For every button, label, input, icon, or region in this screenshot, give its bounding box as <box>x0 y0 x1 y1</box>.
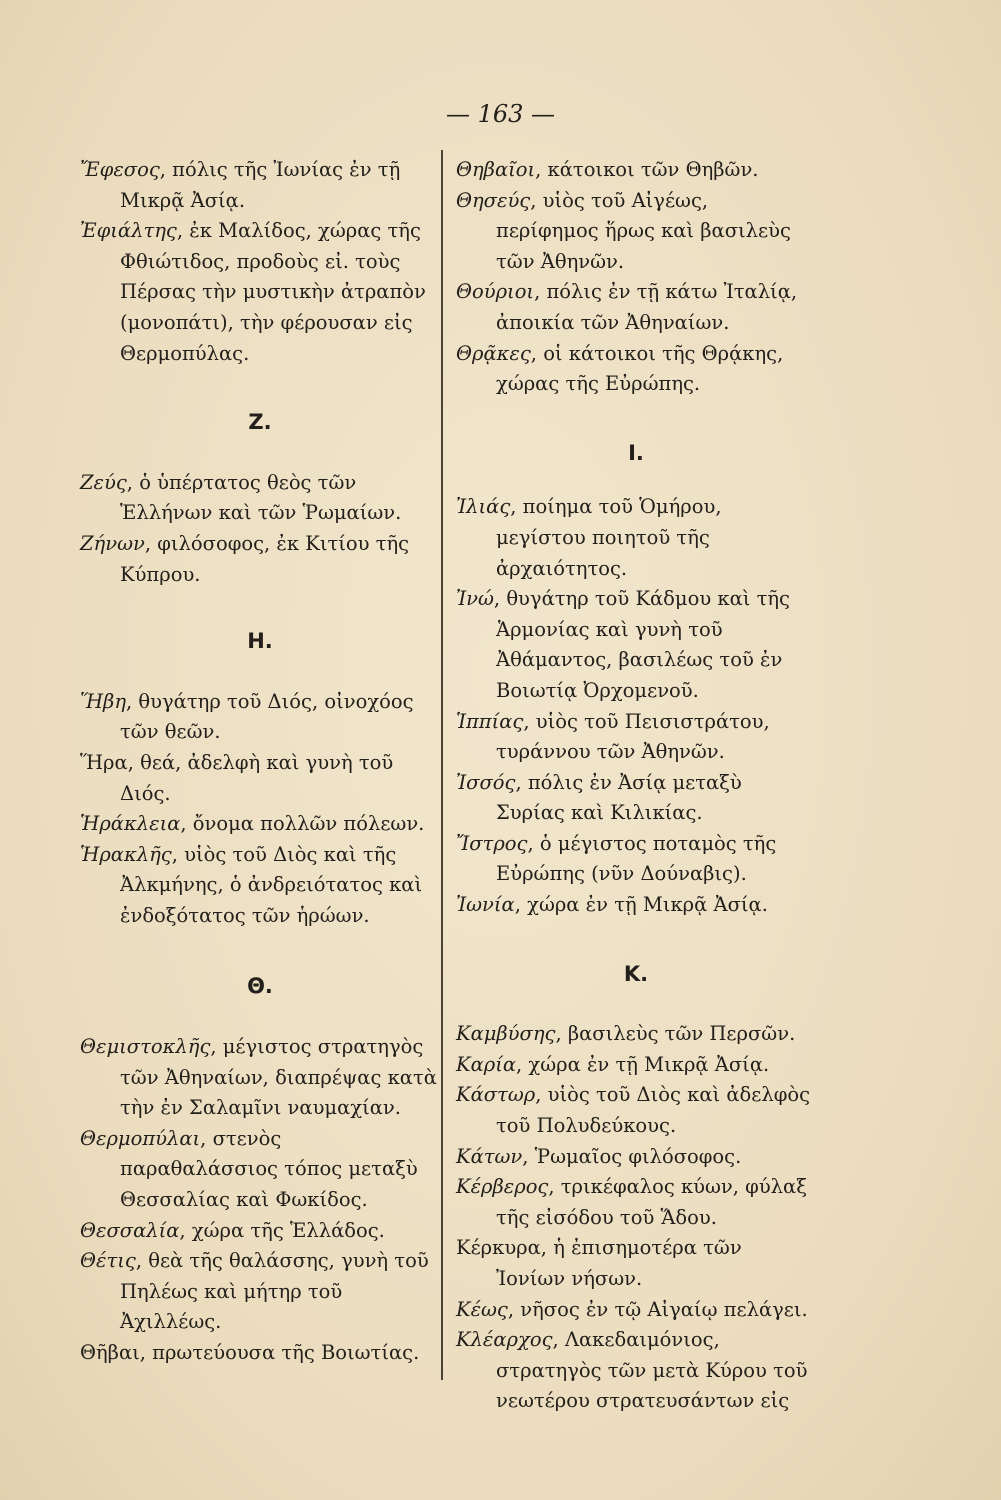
entry-themistokles <box>80 1032 440 1124</box>
entry-thermopylai <box>80 1124 440 1216</box>
entry-text: , ὁ ὑπέρτατος θεὸς τῶν Ἑλλήνων καὶ τῶν Ῥωμαίων. <box>120 470 402 525</box>
entry-headword: Κέρβερος <box>456 1175 549 1199</box>
entry-thetis <box>80 1246 440 1338</box>
entry-thebai <box>80 1338 440 1369</box>
entry-herakles <box>80 840 440 932</box>
right-column <box>456 155 816 1417</box>
entry-hera <box>80 748 440 809</box>
entry-hebe <box>80 687 440 748</box>
entry-text: , θυγάτηρ τοῦ Διός, οἰνοχόος τῶν θεῶν. <box>120 689 414 744</box>
entry-kerkyra <box>456 1233 816 1294</box>
entry-headword: Καρία <box>456 1052 517 1076</box>
entry-headword: Θεσσαλία <box>80 1218 180 1242</box>
entry-headword: Ζήνων <box>80 531 145 555</box>
column-divider <box>441 150 443 1380</box>
entry-zeus <box>80 468 440 529</box>
entry-text: , πόλις ἐν τῇ κάτω Ἰταλίᾳ, ἀποικία τῶν Ἀθηναίων. <box>496 280 798 334</box>
entry-text: , υἱὸς τοῦ Διὸς καὶ τῆς Ἀλκμήνης, ὁ ἀνδρειότατος καὶ ἐνδοξότατος τῶν ἡρώων. <box>120 842 423 927</box>
entry-headword: Κλέαρχος <box>456 1328 553 1352</box>
entry-thessalia <box>80 1216 440 1247</box>
entry-istros <box>456 829 816 890</box>
entry-headword: Θούριοι <box>456 280 535 304</box>
entry-headword: Θησεύς <box>456 188 531 212</box>
entry-text: , θεὰ τῆς θαλάσσης, γυνὴ τοῦ Πηλέως καὶ μήτηρ τοῦ Ἀχιλλέως. <box>120 1249 429 1334</box>
entry-ionia <box>456 890 816 921</box>
section-letter-k: K. <box>623 961 649 986</box>
entry-text: , οἱ κάτοικοι τῆς Θρᾴκης, χώρας τῆς Εὐρώπης. <box>496 341 784 396</box>
entry-headword: Ἐφιάλτης <box>80 219 177 243</box>
entry-headword: Ἥβη <box>80 689 127 713</box>
entry-text: , ἐκ Μαλίδος, χώρας τῆς Φθιώτιδος, προδοὺς εἰ. τοὺς Πέρσας τὴν μυστικὴν ἀτραπὸν (μονοπάτι), τὴν φέρουσαν εἰς Θερμοπύλας. <box>120 219 426 365</box>
entry-text: , Ῥωμαῖος φιλόσοφος. <box>522 1144 742 1168</box>
entry-headword: Κάστωρ <box>456 1083 536 1107</box>
entry-headword: Κέως <box>456 1297 508 1321</box>
entry-text: Θῆβαι, πρωτεύουσα τῆς Βοιωτίας. <box>80 1341 420 1364</box>
entry-text: , υἱὸς τοῦ Διὸς καὶ ἀδελφὸς τοῦ Πολυδεύκους. <box>496 1083 811 1138</box>
entry-text: , Λακεδαιμόνιος, στρατηγὸς τῶν μετὰ Κύρου τοῦ νεωτέρου στρατευσάντων εἰς <box>496 1328 808 1413</box>
entry-headword: Ζεύς <box>80 470 127 494</box>
section-letter-th: Θ. <box>247 974 273 999</box>
entry-text: , φιλόσοφος, ἐκ Κιτίου τῆς Κύπρου. <box>120 531 410 586</box>
entry-herakleia <box>80 809 440 840</box>
entry-text: , στενὸς παραθαλάσσιος τόπος μεταξὺ Θεσσαλίας καὶ Φωκίδος. <box>120 1126 418 1212</box>
entry-kerberos <box>456 1172 816 1233</box>
entry-headword: Θέτις <box>80 1249 136 1273</box>
entry-text: , βασιλεὺς τῶν Περσῶν. <box>555 1022 796 1046</box>
entry-text: , ὄνομα πολλῶν πόλεων. <box>180 812 425 836</box>
entry-katon <box>456 1142 816 1173</box>
entry-keos <box>456 1295 816 1326</box>
entry-headword: Ἰσσός <box>456 770 516 794</box>
entry-headword: Θεμιστοκλῆς <box>80 1035 211 1059</box>
entry-thebaioi <box>456 155 816 186</box>
entry-headword: Θερμοπύλαι <box>80 1126 201 1150</box>
section-letter-h: H. <box>247 629 273 654</box>
entry-text: , χώρα τῆς Ἑλλάδος. <box>179 1218 385 1242</box>
entry-headword: Καμβύσης <box>456 1022 556 1046</box>
entry-text: , κάτοικοι τῶν Θηβῶν. <box>535 158 759 181</box>
section-letter-z: Z. <box>248 410 272 435</box>
entry-text: , υἱὸς τοῦ Πεισιστράτου, τυράννου τῶν Ἀθηνῶν. <box>496 709 770 764</box>
entry-headword: Ἡρακλῆς <box>80 842 172 866</box>
entry-headword: Ἴστρος <box>456 831 528 855</box>
section-letter-i: I. <box>628 440 644 465</box>
entry-headword: Ἰωνία <box>456 893 515 917</box>
entry-text: , ποίημα τοῦ Ὁμήρου, μεγίστου ποιητοῦ τῆς ἀρχαιότητος. <box>496 495 722 580</box>
entry-ephialtes <box>80 216 440 369</box>
entry-text: , υἱὸς τοῦ Αἰγέως, περίφημος ἥρως καὶ βασιλεὺς τῶν Ἀθηνῶν. <box>496 188 791 273</box>
entry-text: , νῆσος ἐν τῷ Αἰγαίῳ πελάγει. <box>507 1297 808 1321</box>
entry-kastor <box>456 1080 816 1141</box>
entry-headword: Θρᾷκες <box>456 341 531 365</box>
entry-headword: Ἔφεσος <box>80 158 160 181</box>
entry-ilias <box>456 492 816 584</box>
entry-ino <box>456 584 816 706</box>
entry-headword: Θηβαῖοι <box>456 158 536 181</box>
entry-headword: Ἰνώ <box>456 587 494 611</box>
entry-thourioi <box>456 277 816 338</box>
entry-kambyses <box>456 1019 816 1050</box>
entry-karia <box>456 1050 816 1081</box>
entry-text: , τρικέφαλος κύων, φύλαξ τῆς εἰσόδου τοῦ Ἅδου. <box>496 1175 807 1229</box>
entry-ephesos <box>80 155 440 216</box>
entry-text: , θυγάτηρ τοῦ Κάδμου καὶ τῆς Ἁρμονίας καὶ γυνὴ τοῦ Ἀθάμαντος, βασιλέως τοῦ ἐν Βοιωτίᾳ Ὀρχομενοῦ. <box>493 587 790 702</box>
entry-headword: Ἰλιάς <box>456 495 511 519</box>
entry-text: , πόλις ἐν Ἀσίᾳ μεταξὺ Συρίας καὶ Κιλικίας. <box>496 770 742 825</box>
entry-klearchos <box>456 1325 816 1417</box>
entry-text: Κέρκυρα, ἡ ἐπισημοτέρα τῶν Ἰονίων νήσων. <box>456 1236 742 1290</box>
entry-hippias <box>456 707 816 768</box>
entry-text: , χώρα ἐν τῇ Μικρᾷ Ἀσίᾳ. <box>514 893 768 917</box>
entry-text: , χώρα ἐν τῇ Μικρᾷ Ἀσίᾳ. <box>516 1052 770 1076</box>
entry-zenon <box>80 529 440 590</box>
entry-text: , πόλις τῆς Ἰωνίας ἐν τῇ Μικρᾷ Ἀσίᾳ. <box>120 158 401 212</box>
page-number: — 163 — <box>445 100 556 128</box>
entry-headword: Ἱππίας <box>456 709 524 733</box>
entry-headword: Ἡράκλεια <box>80 812 181 836</box>
left-column <box>80 155 440 1369</box>
entry-issos <box>456 768 816 829</box>
entry-text: , μέγιστος στρατηγὸς τῶν Ἀθηναίων, διαπρέψας κατὰ τὴν ἐν Σαλαμῖνι ναυμαχίαν. <box>120 1035 437 1120</box>
entry-text: Ἥρα, θεά, ἀδελφὴ καὶ γυνὴ τοῦ Διός. <box>80 750 394 805</box>
entry-headword: Κάτων <box>456 1144 523 1168</box>
entry-theseus <box>456 186 816 278</box>
entry-thrakes <box>456 339 816 400</box>
entry-text: , ὁ μέγιστος ποταμὸς τῆς Εὐρώπης (νῦν Δούναβις). <box>496 831 777 886</box>
